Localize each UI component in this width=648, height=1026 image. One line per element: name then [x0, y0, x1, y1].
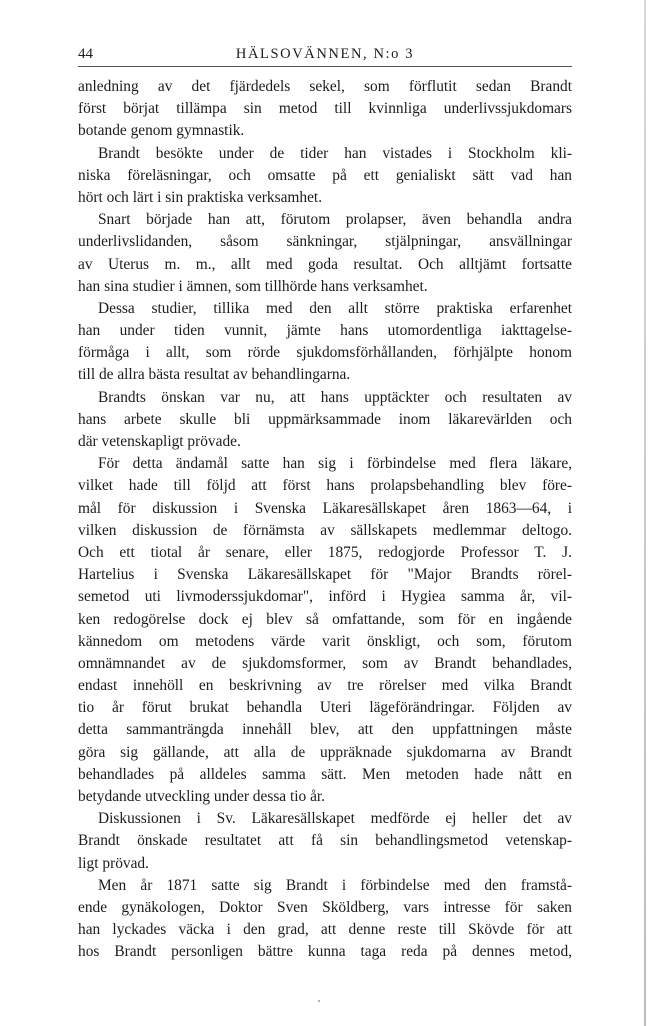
text-line: Dessa studier, tillika med den allt större praktiska erfarenhet: [98, 299, 572, 317]
text-line: niska föreläsningar, och omsatte på ett genialiskt sätt vad han: [78, 166, 572, 184]
text-line: han lyckades väcka i den grad, att denne reste till Skövde för att: [78, 921, 572, 939]
text-line: förmåga i allt, som rörde sjukdomsförhållanden, förhjälpte honom: [78, 344, 572, 362]
text-line: Snart började han att, förutom prolapser, även behandla andra: [98, 211, 572, 229]
text-line: Men år 1871 satte sig Brandt i förbindelse med den framstå-: [98, 876, 572, 894]
print-speck: [318, 1000, 320, 1002]
text-line: betydande utveckling under dessa tio år.: [78, 788, 326, 805]
text-line: Diskussionen i Sv. Läkaresällskapet medförde ej heller det av: [98, 810, 572, 828]
text-line: underlivslidanden, såsom sänkningar, stjälpningar, ansvällningar: [78, 233, 572, 251]
text-line: botande genom gymnastik.: [78, 122, 245, 140]
text-line: Hartelius i Svenska Läkaresällskapet för "Major Brandts rörel-: [78, 566, 572, 584]
text-line: hos Brandt personligen bättre kunna taga reda på dennes metod,: [78, 943, 572, 961]
text-line: Och ett tiotal år senare, eller 1875, redogjorde Professor T. J.: [78, 543, 572, 561]
text-line: hört och lärt i sin praktiska verksamhet.: [78, 188, 323, 206]
text-line: Brandts önskan var nu, att hans upptäckter och resultaten av: [98, 388, 572, 406]
text-line: ende gynäkologen, Doktor Sven Sköldberg, vars intresse för saken: [78, 898, 572, 916]
text-line: tio år förut brukat behandla Uteri lägeförändringar. Följden av: [78, 699, 572, 717]
text-line: av Uterus m. m., allt med goda resultat. Och alltjämt fortsatte: [78, 255, 572, 273]
text-line: hans arbete skulle bli uppmärksammade inom läkarevärlden och: [78, 410, 572, 428]
text-line: detta sammanträngda innehåll blev, att den uppfattningen måste: [78, 721, 572, 739]
text-line: ken redogörelse dock ej blev så omfattande, som för en ingående: [78, 610, 572, 628]
text-line: För detta ändamål satte han sig i förbindelse med flera läkare,: [98, 455, 572, 473]
text-line: endast innehöll en beskrivning av tre rörelser med vilka Brandt: [78, 677, 572, 695]
text-line: till de allra bästa resultat av behandlingarna.: [78, 366, 351, 384]
text-line: först börjat tillämpa sin metod till kvinnliga underlivssjukdomars: [78, 100, 572, 118]
running-title: HÄLSOVÄNNEN, N:o 3: [235, 46, 415, 62]
page-number: 44: [78, 46, 93, 62]
text-line: behandlades på alldeles samma sätt. Men metoden hade nått en: [78, 765, 572, 783]
page-header: [78, 44, 572, 67]
text-line: Brandt önskade resultatet att få sin behandlingsmetod vetenskap-: [78, 832, 572, 850]
body-text: [78, 76, 572, 964]
page-edge-shadow: [644, 0, 646, 1026]
text-line: där vetenskapligt prövade.: [78, 433, 241, 450]
text-line: vilken diskussion de förnämsta av sällskapets medlemmar deltogo.: [78, 521, 572, 539]
text-line: omnämnandet av de sjukdomsformer, som av Brandt behandlades,: [78, 654, 572, 672]
text-line: anledning av det fjärdedels sekel, som förflutit sedan Brandt: [78, 78, 572, 95]
text-line: han sina studier i ämnen, som tillhörde hans verksamhet.: [78, 277, 428, 295]
text-line: kännedom om metodens värde varit önskligt, och som, förutom: [78, 632, 572, 650]
text-line: semetod uti livmoderssjukdomar", införd i Hygiea samma år, vil-: [78, 588, 572, 606]
text-line: göra sig gällande, att alla de uppräknade sjukdomarna av Brandt: [78, 743, 572, 761]
text-line: ligt prövad.: [78, 854, 149, 872]
text-line: vilket hade till följd att först hans prolapsbehandling blev före-: [78, 477, 572, 495]
text-line: han under tiden vunnit, jämte hans utomordentliga iakttagelse-: [78, 322, 572, 340]
text-line: mål för diskussion i Svenska Läkaresällskapet åren 1863—64, i: [78, 499, 572, 517]
text-line: Brandt besökte under de tider han vistades i Stockholm kli-: [98, 144, 572, 162]
